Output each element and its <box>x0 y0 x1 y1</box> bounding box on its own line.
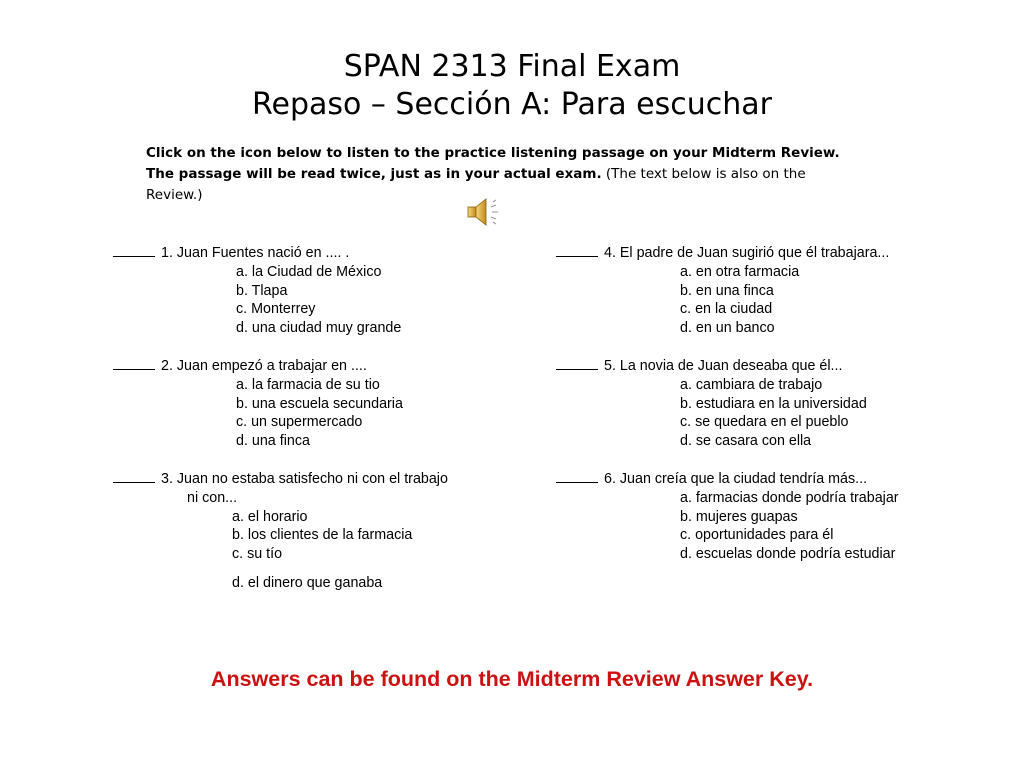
question-5 <box>556 357 867 451</box>
option: b. los clientes de la farmacia <box>232 527 413 544</box>
option: c. se quedara en el pueblo <box>680 414 849 431</box>
option: c. un supermercado <box>236 414 363 431</box>
option: c. Monterrey <box>236 301 316 318</box>
slide-title <box>0 48 1024 124</box>
question-prompt: 1. Juan Fuentes nació en .... . <box>161 245 350 261</box>
option: b. mujeres guapas <box>680 508 798 525</box>
question-prompt: 6. Juan creía que la ciudad tendría más... <box>604 471 868 487</box>
answer-blank[interactable] <box>556 470 598 483</box>
option: c. oportunidades para él <box>680 527 834 544</box>
option: d. escuelas donde podría estudiar <box>680 546 896 563</box>
question-prompt-continued: ni con... <box>187 489 238 506</box>
answer-blank[interactable] <box>556 357 598 370</box>
question-3 <box>113 470 448 593</box>
option: d. una finca <box>236 433 310 450</box>
option: a. el horario <box>232 508 308 525</box>
question-prompt: 3. Juan no estaba satisfecho ni con el trabajo <box>161 471 448 487</box>
option: b. una escuela secundaria <box>236 395 403 412</box>
instructions-note: (The text below is also on the Review.) <box>146 166 806 203</box>
question-prompt: 5. La novia de Juan deseaba que él... <box>604 358 843 374</box>
title-line-2: Repaso – Sección A: Para escuchar <box>251 87 772 122</box>
option: a. en otra farmacia <box>680 263 800 280</box>
option: d. se casara con ella <box>680 433 812 450</box>
question-2 <box>113 357 403 451</box>
option: b. Tlapa <box>236 282 288 299</box>
option: a. la farmacia de su tio <box>236 376 380 393</box>
answer-blank[interactable] <box>113 357 155 370</box>
title-line-1: SPAN 2313 Final Exam <box>343 49 681 84</box>
option: d. el dinero que ganaba <box>232 574 383 591</box>
option: a. cambiara de trabajo <box>680 376 823 393</box>
question-prompt: 4. El padre de Juan sugirió que él trabajara... <box>604 245 890 261</box>
option: d. una ciudad muy grande <box>236 320 402 337</box>
answer-key-note: Answers can be found on the Midterm Review Answer Key. <box>210 667 814 691</box>
option: a. la Ciudad de México <box>236 263 382 280</box>
answer-blank[interactable] <box>113 470 155 483</box>
question-1 <box>113 244 401 338</box>
question-6 <box>556 470 899 564</box>
question-4 <box>556 244 889 338</box>
option: a. farmacias donde podría trabajar <box>680 489 899 506</box>
option: d. en un banco <box>680 320 775 337</box>
option: c. en la ciudad <box>680 301 773 318</box>
answer-blank[interactable] <box>556 244 598 257</box>
instructions-bold: Click on the icon below to listen to the practice listening passage on your Midterm Review. The passage will be read twice, just as in your actual exam. <box>146 145 840 182</box>
question-prompt: 2. Juan empezó a trabajar en .... <box>161 358 367 374</box>
option: c. su tío <box>232 546 283 563</box>
option: b. estudiara en la universidad <box>680 395 867 412</box>
option: b. en una finca <box>680 282 774 299</box>
speaker-icon[interactable] <box>465 196 505 228</box>
answer-blank[interactable] <box>113 244 155 257</box>
